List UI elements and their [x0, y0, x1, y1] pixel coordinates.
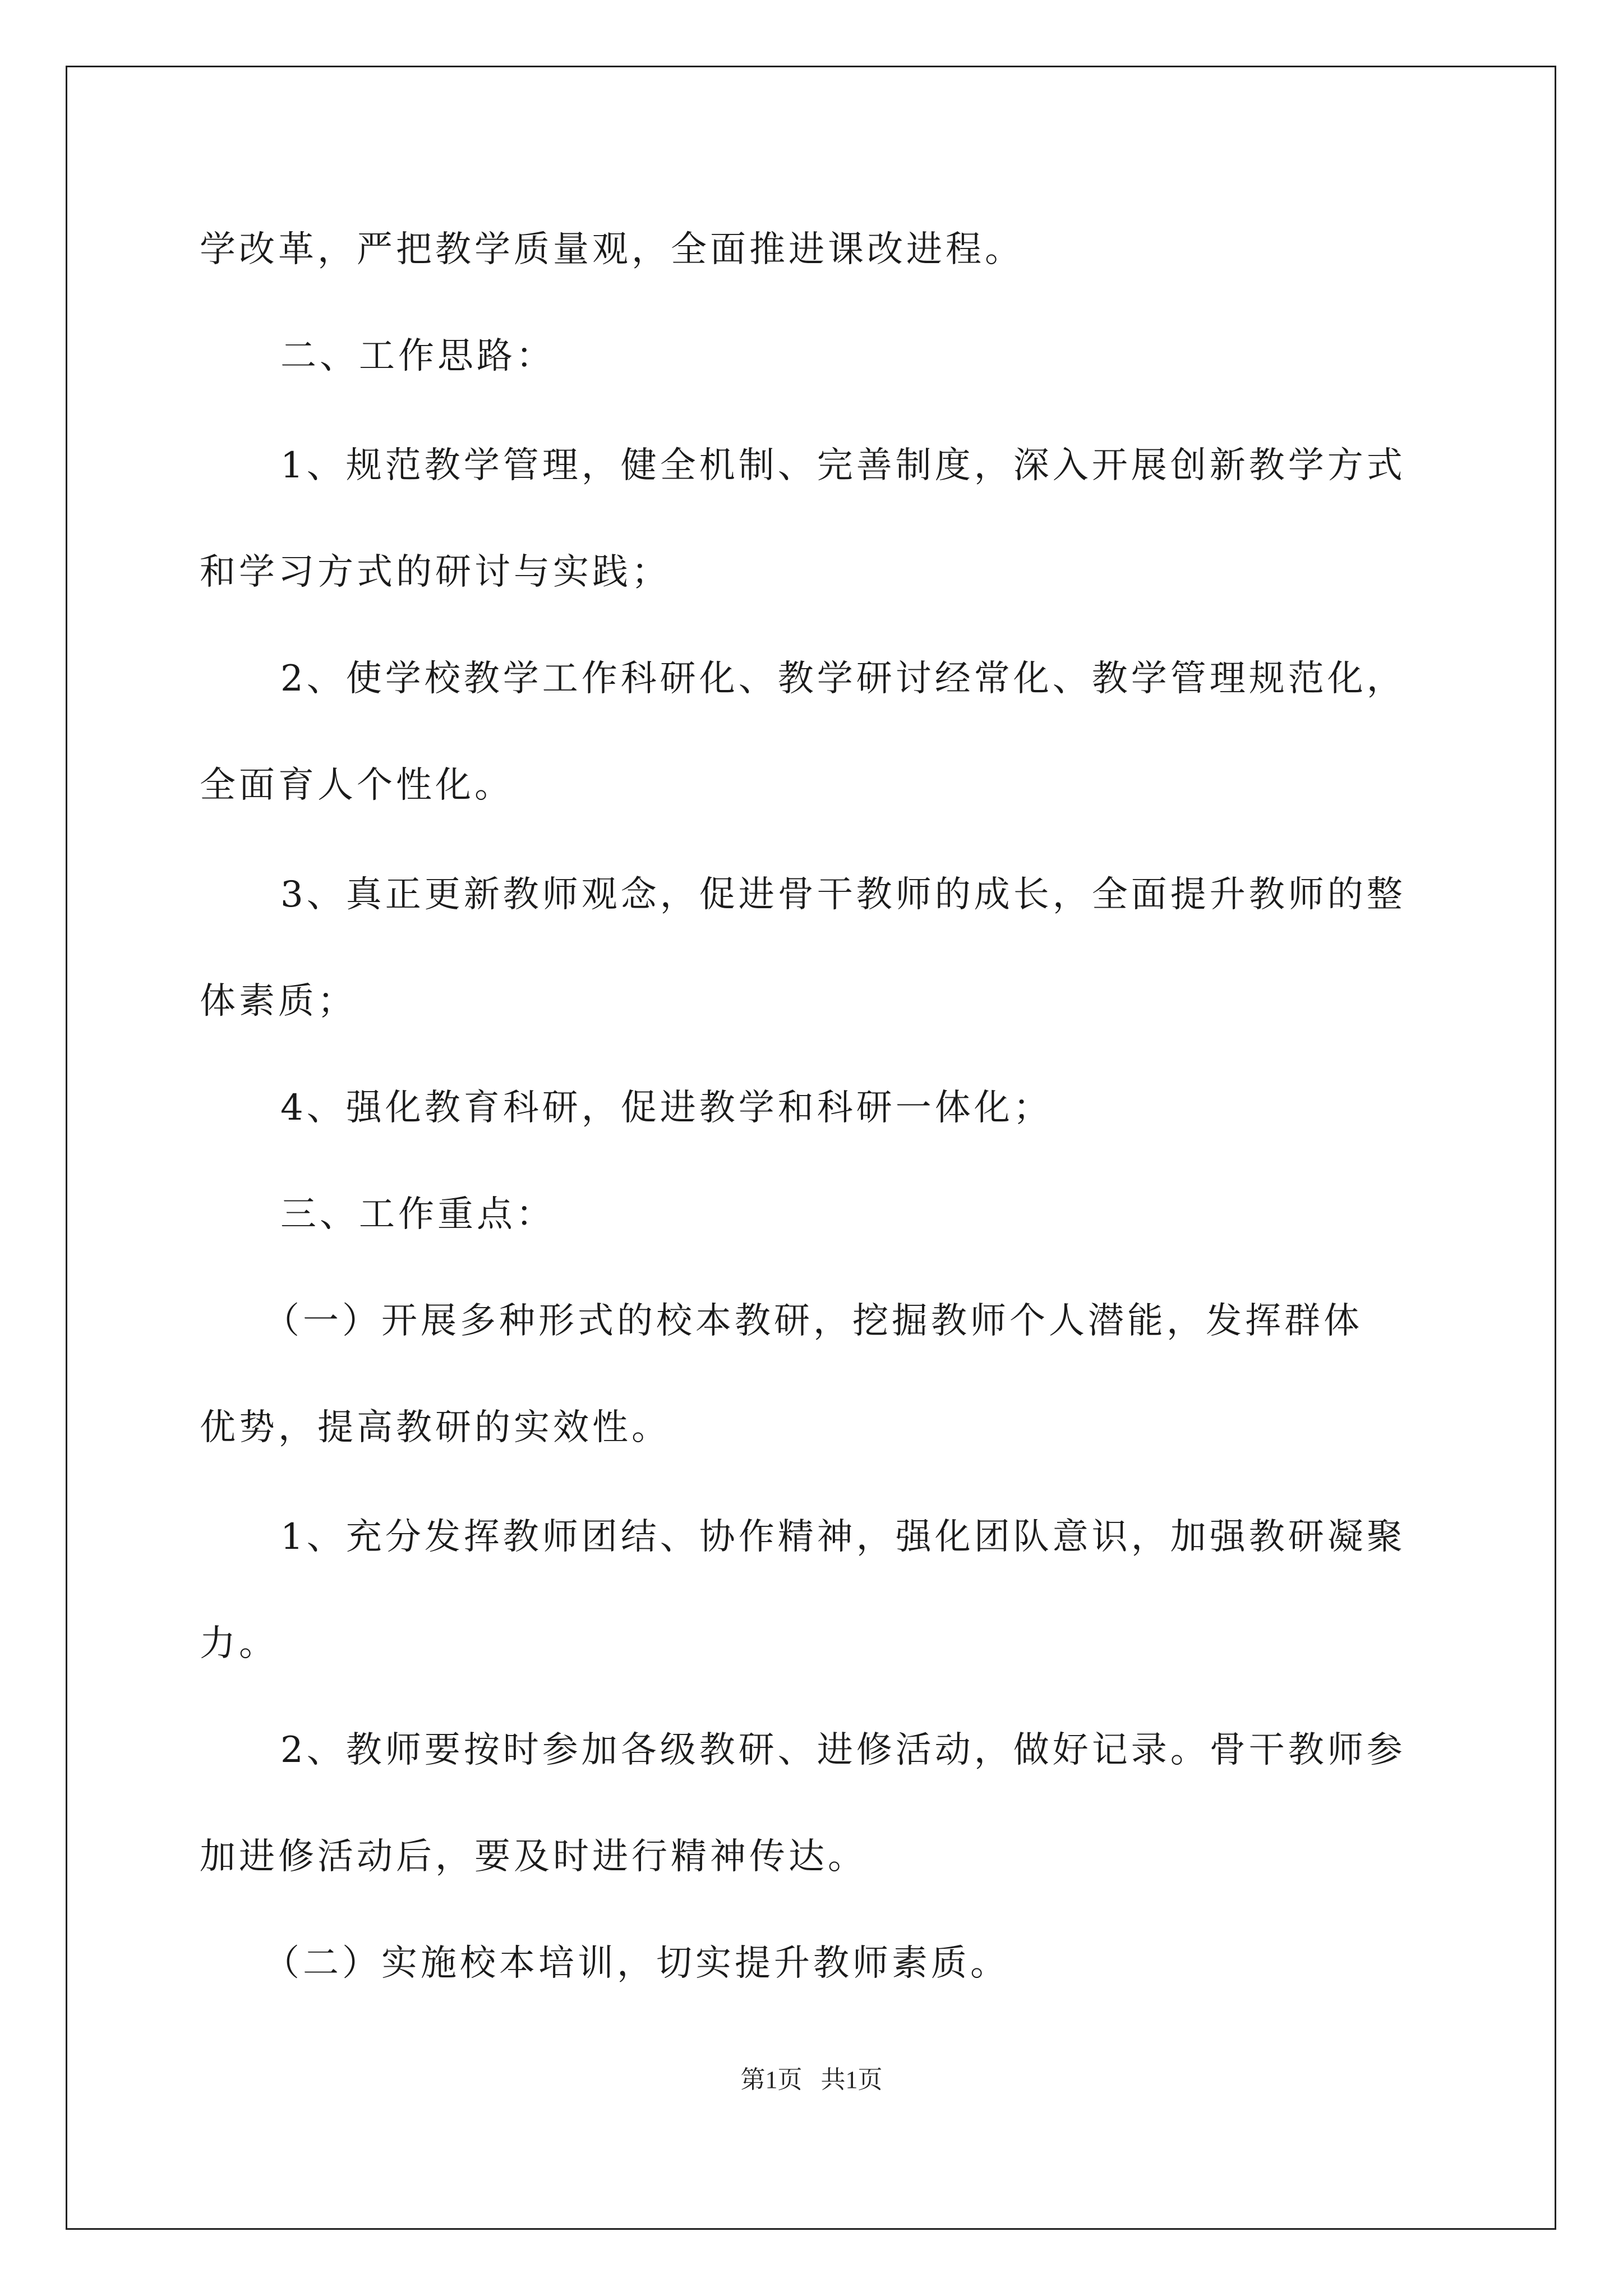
paragraph-line: 优势，提高教研的实效性。 [200, 1407, 671, 1448]
paragraph-line: （二）实施校本培训，切实提升教师素质。 [264, 1943, 1009, 1984]
section-heading: 三、工作重点： [280, 1194, 555, 1235]
paragraph-line: 加进修活动后，要及时进行精神传达。 [200, 1836, 867, 1878]
paragraph-line: 2、使学校教学工作科研化、教学研讨经常化、教学管理规范化， [280, 658, 1406, 700]
paragraph-line: 体素质； [200, 981, 357, 1022]
paragraph-line: 1、规范教学管理，健全机制、完善制度，深入开展创新教学方式 [280, 445, 1406, 486]
section-heading: 二、工作思路： [280, 335, 555, 377]
paragraph-line: 3、真正更新教师观念，促进骨干教师的成长，全面提升教师的整 [280, 874, 1406, 915]
paragraph-line: 和学习方式的研讨与实践； [200, 551, 671, 593]
paragraph-line: 全面育人个性化。 [200, 765, 514, 806]
paragraph-line: 力。 [200, 1623, 278, 1664]
page-border [66, 66, 1556, 2230]
page-number-footer: 第1页 共1页 [740, 2066, 883, 2093]
paragraph-line: 学改革，严把教学质量观，全面推进课改进程。 [200, 229, 1024, 270]
paragraph-line: 2、教师要按时参加各级教研、进修活动，做好记录。骨干教师参 [280, 1729, 1406, 1771]
paragraph-line: 1、充分发挥教师团结、协作精神，强化团队意识，加强教研凝聚 [280, 1516, 1406, 1558]
paragraph-line: 4、强化教育科研，促进教学和科研一体化； [280, 1087, 1053, 1129]
paragraph-line: （一）开展多种形式的校本教研，挖掘教师个人潜能，发挥群体 [264, 1300, 1363, 1342]
